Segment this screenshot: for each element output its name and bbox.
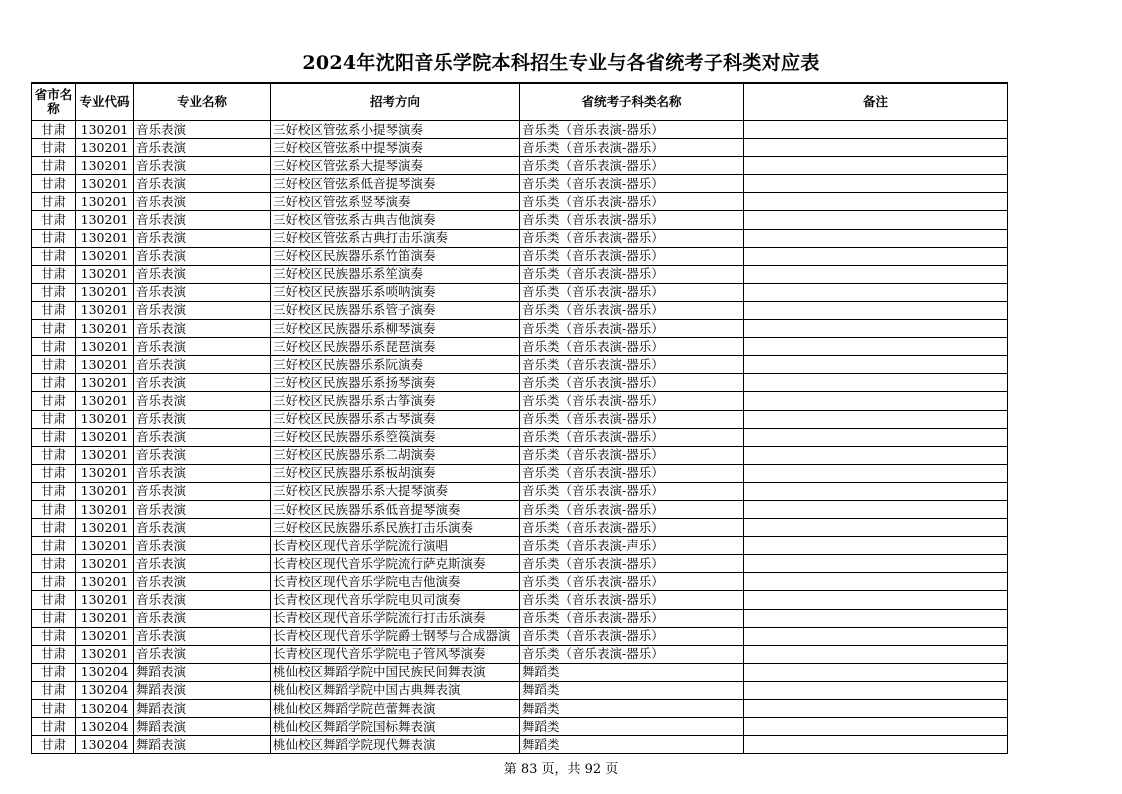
cell-note <box>744 482 1008 500</box>
cell-code: 130201 <box>76 356 134 374</box>
cell-code: 130201 <box>76 121 134 139</box>
cell-category: 音乐类（音乐表演-器乐） <box>520 193 744 211</box>
table-row <box>32 555 1008 573</box>
header-province: 省市名称 <box>32 83 76 121</box>
cell-province: 甘肃 <box>32 645 76 663</box>
table-header <box>32 83 1008 121</box>
table-row <box>32 573 1008 591</box>
cell-code: 130204 <box>76 681 134 699</box>
cell-direction: 三好校区管弦系低音提琴演奏 <box>271 175 520 193</box>
cell-direction: 三好校区管弦系古典打击乐演奏 <box>271 229 520 247</box>
table-row <box>32 265 1008 283</box>
cell-code: 130201 <box>76 320 134 338</box>
cell-category: 音乐类（音乐表演-器乐） <box>520 464 744 482</box>
cell-major: 音乐表演 <box>134 500 271 518</box>
cell-major: 音乐表演 <box>134 410 271 428</box>
cell-note <box>744 573 1008 591</box>
cell-major: 音乐表演 <box>134 121 271 139</box>
cell-note <box>744 121 1008 139</box>
cell-province: 甘肃 <box>32 736 76 754</box>
cell-code: 130201 <box>76 591 134 609</box>
cell-province: 甘肃 <box>32 537 76 555</box>
cell-direction: 三好校区民族器乐系柳琴演奏 <box>271 320 520 338</box>
cell-province: 甘肃 <box>32 139 76 157</box>
cell-direction: 三好校区管弦系小提琴演奏 <box>271 121 520 139</box>
cell-code: 130201 <box>76 193 134 211</box>
cell-major: 音乐表演 <box>134 464 271 482</box>
cell-code: 130204 <box>76 736 134 754</box>
cell-major: 音乐表演 <box>134 283 271 301</box>
cell-note <box>744 247 1008 265</box>
cell-category: 舞蹈类 <box>520 663 744 681</box>
cell-category: 音乐类（音乐表演-器乐） <box>520 519 744 537</box>
cell-note <box>744 374 1008 392</box>
cell-code: 130204 <box>76 700 134 718</box>
cell-province: 甘肃 <box>32 482 76 500</box>
cell-direction: 三好校区管弦系中提琴演奏 <box>271 139 520 157</box>
cell-direction: 长青校区现代音乐学院电吉他演奏 <box>271 573 520 591</box>
cell-major: 舞蹈表演 <box>134 718 271 736</box>
page-title: 2024年沈阳音乐学院本科招生专业与各省统考子科类对应表 <box>302 52 820 74</box>
cell-category: 音乐类（音乐表演-器乐） <box>520 320 744 338</box>
table-row <box>32 157 1008 175</box>
cell-note <box>744 229 1008 247</box>
table-row <box>32 392 1008 410</box>
table-row <box>32 663 1008 681</box>
cell-direction: 三好校区民族器乐系管子演奏 <box>271 301 520 319</box>
table-row <box>32 464 1008 482</box>
cell-note <box>744 519 1008 537</box>
header-code: 专业代码 <box>76 83 134 121</box>
cell-direction: 三好校区管弦系古典吉他演奏 <box>271 211 520 229</box>
table-row <box>32 301 1008 319</box>
cell-code: 130204 <box>76 663 134 681</box>
cell-major: 音乐表演 <box>134 229 271 247</box>
cell-province: 甘肃 <box>32 320 76 338</box>
cell-province: 甘肃 <box>32 609 76 627</box>
cell-province: 甘肃 <box>32 301 76 319</box>
cell-note <box>744 500 1008 518</box>
cell-province: 甘肃 <box>32 356 76 374</box>
cell-note <box>744 157 1008 175</box>
cell-province: 甘肃 <box>32 121 76 139</box>
cell-category: 音乐类（音乐表演-器乐） <box>520 482 744 500</box>
cell-direction: 长青校区现代音乐学院流行萨克斯演奏 <box>271 555 520 573</box>
cell-category: 音乐类（音乐表演-器乐） <box>520 229 744 247</box>
cell-category: 音乐类（音乐表演-器乐） <box>520 392 744 410</box>
cell-direction: 三好校区民族器乐系笙演奏 <box>271 265 520 283</box>
cell-major: 舞蹈表演 <box>134 663 271 681</box>
cell-code: 130201 <box>76 500 134 518</box>
cell-province: 甘肃 <box>32 392 76 410</box>
cell-province: 甘肃 <box>32 573 76 591</box>
cell-direction: 三好校区民族器乐系唢呐演奏 <box>271 283 520 301</box>
cell-direction: 长青校区现代音乐学院流行演唱 <box>271 537 520 555</box>
cell-direction: 三好校区民族器乐系二胡演奏 <box>271 446 520 464</box>
cell-code: 130201 <box>76 392 134 410</box>
cell-note <box>744 537 1008 555</box>
cell-major: 音乐表演 <box>134 139 271 157</box>
table-row <box>32 736 1008 754</box>
table-row <box>32 718 1008 736</box>
cell-major: 音乐表演 <box>134 573 271 591</box>
cell-province: 甘肃 <box>32 247 76 265</box>
cell-major: 音乐表演 <box>134 537 271 555</box>
cell-category: 音乐类（音乐表演-器乐） <box>520 338 744 356</box>
table-row <box>32 500 1008 518</box>
cell-code: 130201 <box>76 627 134 645</box>
cell-note <box>744 211 1008 229</box>
cell-major: 音乐表演 <box>134 356 271 374</box>
table-row <box>32 229 1008 247</box>
cell-major: 舞蹈表演 <box>134 700 271 718</box>
table-row <box>32 320 1008 338</box>
cell-note <box>744 283 1008 301</box>
cell-major: 音乐表演 <box>134 591 271 609</box>
cell-province: 甘肃 <box>32 700 76 718</box>
cell-category: 音乐类（音乐表演-器乐） <box>520 627 744 645</box>
cell-direction: 三好校区民族器乐系板胡演奏 <box>271 464 520 482</box>
cell-major: 音乐表演 <box>134 193 271 211</box>
cell-major: 音乐表演 <box>134 446 271 464</box>
cell-direction: 三好校区民族器乐系竹笛演奏 <box>271 247 520 265</box>
cell-note <box>744 645 1008 663</box>
table-row <box>32 211 1008 229</box>
cell-province: 甘肃 <box>32 157 76 175</box>
cell-category: 舞蹈类 <box>520 681 744 699</box>
cell-direction: 长青校区现代音乐学院电子管风琴演奏 <box>271 645 520 663</box>
table-row <box>32 175 1008 193</box>
cell-category: 音乐类（音乐表演-器乐） <box>520 573 744 591</box>
cell-code: 130201 <box>76 265 134 283</box>
cell-category: 音乐类（音乐表演-器乐） <box>520 211 744 229</box>
cell-code: 130201 <box>76 519 134 537</box>
cell-category: 音乐类（音乐表演-器乐） <box>520 157 744 175</box>
cell-code: 130201 <box>76 464 134 482</box>
cell-category: 舞蹈类 <box>520 700 744 718</box>
cell-note <box>744 301 1008 319</box>
cell-category: 音乐类（音乐表演-器乐） <box>520 175 744 193</box>
cell-province: 甘肃 <box>32 374 76 392</box>
cell-note <box>744 591 1008 609</box>
cell-code: 130201 <box>76 609 134 627</box>
cell-direction: 三好校区民族器乐系大提琴演奏 <box>271 482 520 500</box>
cell-note <box>744 464 1008 482</box>
cell-major: 音乐表演 <box>134 265 271 283</box>
cell-code: 130201 <box>76 338 134 356</box>
table-row <box>32 591 1008 609</box>
table-row <box>32 139 1008 157</box>
cell-code: 130201 <box>76 410 134 428</box>
cell-province: 甘肃 <box>32 193 76 211</box>
cell-province: 甘肃 <box>32 283 76 301</box>
cell-code: 130201 <box>76 482 134 500</box>
cell-direction: 三好校区民族器乐系箜篌演奏 <box>271 428 520 446</box>
cell-code: 130201 <box>76 301 134 319</box>
cell-note <box>744 663 1008 681</box>
cell-code: 130201 <box>76 555 134 573</box>
cell-major: 音乐表演 <box>134 555 271 573</box>
table-row <box>32 700 1008 718</box>
cell-direction: 桃仙校区舞蹈学院现代舞表演 <box>271 736 520 754</box>
cell-note <box>744 338 1008 356</box>
table-row <box>32 681 1008 699</box>
cell-direction: 长青校区现代音乐学院流行打击乐演奏 <box>271 609 520 627</box>
cell-note <box>744 392 1008 410</box>
cell-note <box>744 356 1008 374</box>
cell-province: 甘肃 <box>32 338 76 356</box>
cell-code: 130201 <box>76 645 134 663</box>
cell-province: 甘肃 <box>32 175 76 193</box>
cell-major: 音乐表演 <box>134 301 271 319</box>
header-note: 备注 <box>744 83 1008 121</box>
cell-direction: 桃仙校区舞蹈学院中国古典舞表演 <box>271 681 520 699</box>
cell-category: 音乐类（音乐表演-器乐） <box>520 591 744 609</box>
cell-province: 甘肃 <box>32 410 76 428</box>
cell-major: 音乐表演 <box>134 482 271 500</box>
cell-category: 音乐类（音乐表演-器乐） <box>520 645 744 663</box>
cell-province: 甘肃 <box>32 718 76 736</box>
cell-direction: 三好校区民族器乐系低音提琴演奏 <box>271 500 520 518</box>
cell-province: 甘肃 <box>32 428 76 446</box>
cell-major: 音乐表演 <box>134 320 271 338</box>
cell-code: 130201 <box>76 247 134 265</box>
cell-note <box>744 736 1008 754</box>
cell-major: 音乐表演 <box>134 519 271 537</box>
cell-province: 甘肃 <box>32 555 76 573</box>
cell-note <box>744 555 1008 573</box>
cell-direction: 长青校区现代音乐学院爵士钢琴与合成器演 <box>271 627 520 645</box>
cell-code: 130201 <box>76 229 134 247</box>
cell-direction: 三好校区民族器乐系阮演奏 <box>271 356 520 374</box>
cell-category: 舞蹈类 <box>520 736 744 754</box>
cell-province: 甘肃 <box>32 519 76 537</box>
cell-direction: 桃仙校区舞蹈学院国标舞表演 <box>271 718 520 736</box>
table-row <box>32 121 1008 139</box>
cell-direction: 三好校区民族器乐系扬琴演奏 <box>271 374 520 392</box>
cell-code: 130201 <box>76 374 134 392</box>
cell-direction: 三好校区管弦系大提琴演奏 <box>271 157 520 175</box>
table-row <box>32 446 1008 464</box>
cell-code: 130201 <box>76 211 134 229</box>
cell-category: 音乐类（音乐表演-器乐） <box>520 139 744 157</box>
cell-major: 音乐表演 <box>134 175 271 193</box>
cell-major: 音乐表演 <box>134 157 271 175</box>
cell-major: 音乐表演 <box>134 374 271 392</box>
table-row <box>32 247 1008 265</box>
table-row <box>32 410 1008 428</box>
cell-major: 舞蹈表演 <box>134 681 271 699</box>
cell-direction: 桃仙校区舞蹈学院中国民族民间舞表演 <box>271 663 520 681</box>
cell-category: 音乐类（音乐表演-器乐） <box>520 301 744 319</box>
cell-code: 130201 <box>76 175 134 193</box>
table-row <box>32 428 1008 446</box>
table-row <box>32 283 1008 301</box>
table-row <box>32 537 1008 555</box>
cell-code: 130201 <box>76 157 134 175</box>
cell-category: 音乐类（音乐表演-器乐） <box>520 428 744 446</box>
cell-note <box>744 410 1008 428</box>
cell-note <box>744 446 1008 464</box>
table-row <box>32 338 1008 356</box>
cell-direction: 三好校区民族器乐系琵琶演奏 <box>271 338 520 356</box>
cell-category: 音乐类（音乐表演-器乐） <box>520 446 744 464</box>
cell-province: 甘肃 <box>32 464 76 482</box>
cell-category: 音乐类（音乐表演-器乐） <box>520 500 744 518</box>
table-row <box>32 627 1008 645</box>
table-row <box>32 374 1008 392</box>
table-row <box>32 645 1008 663</box>
cell-note <box>744 681 1008 699</box>
cell-note <box>744 428 1008 446</box>
cell-note <box>744 193 1008 211</box>
cell-province: 甘肃 <box>32 663 76 681</box>
cell-code: 130201 <box>76 283 134 301</box>
cell-major: 音乐表演 <box>134 247 271 265</box>
cell-province: 甘肃 <box>32 591 76 609</box>
cell-province: 甘肃 <box>32 500 76 518</box>
cell-province: 甘肃 <box>32 265 76 283</box>
cell-province: 甘肃 <box>32 627 76 645</box>
cell-category: 音乐类（音乐表演-器乐） <box>520 121 744 139</box>
cell-note <box>744 320 1008 338</box>
cell-category: 音乐类（音乐表演-器乐） <box>520 374 744 392</box>
cell-category: 音乐类（音乐表演-器乐） <box>520 555 744 573</box>
cell-code: 130201 <box>76 446 134 464</box>
cell-code: 130201 <box>76 537 134 555</box>
header-direction: 招考方向 <box>271 83 520 121</box>
table-body <box>32 121 1008 754</box>
cell-category: 音乐类（音乐表演-器乐） <box>520 410 744 428</box>
cell-code: 130201 <box>76 573 134 591</box>
page-footer: 第 83 页，共 92 页 <box>503 762 619 777</box>
cell-code: 130201 <box>76 139 134 157</box>
table-row <box>32 193 1008 211</box>
header-major: 专业名称 <box>134 83 271 121</box>
cell-note <box>744 139 1008 157</box>
cell-note <box>744 718 1008 736</box>
table-row <box>32 482 1008 500</box>
table-row <box>32 356 1008 374</box>
cell-note <box>744 700 1008 718</box>
cell-category: 音乐类（音乐表演-声乐） <box>520 537 744 555</box>
cell-category: 音乐类（音乐表演-器乐） <box>520 283 744 301</box>
cell-category: 音乐类（音乐表演-器乐） <box>520 356 744 374</box>
cell-category: 舞蹈类 <box>520 718 744 736</box>
cell-province: 甘肃 <box>32 229 76 247</box>
cell-direction: 桃仙校区舞蹈学院芭蕾舞表演 <box>271 700 520 718</box>
cell-direction: 三好校区民族器乐系古筝演奏 <box>271 392 520 410</box>
cell-direction: 长青校区现代音乐学院电贝司演奏 <box>271 591 520 609</box>
cell-major: 音乐表演 <box>134 609 271 627</box>
admissions-table <box>31 82 1008 754</box>
cell-province: 甘肃 <box>32 211 76 229</box>
cell-note <box>744 627 1008 645</box>
cell-direction: 三好校区民族器乐系民族打击乐演奏 <box>271 519 520 537</box>
cell-major: 音乐表演 <box>134 211 271 229</box>
header-category: 省统考子科类名称 <box>520 83 744 121</box>
cell-note <box>744 175 1008 193</box>
cell-major: 舞蹈表演 <box>134 736 271 754</box>
cell-note <box>744 609 1008 627</box>
cell-province: 甘肃 <box>32 681 76 699</box>
cell-code: 130204 <box>76 718 134 736</box>
cell-major: 音乐表演 <box>134 338 271 356</box>
table-row <box>32 519 1008 537</box>
table-row <box>32 609 1008 627</box>
cell-major: 音乐表演 <box>134 428 271 446</box>
cell-province: 甘肃 <box>32 446 76 464</box>
cell-major: 音乐表演 <box>134 627 271 645</box>
cell-category: 音乐类（音乐表演-器乐） <box>520 247 744 265</box>
cell-code: 130201 <box>76 428 134 446</box>
cell-direction: 三好校区管弦系竖琴演奏 <box>271 193 520 211</box>
cell-note <box>744 265 1008 283</box>
cell-major: 音乐表演 <box>134 645 271 663</box>
cell-major: 音乐表演 <box>134 392 271 410</box>
cell-category: 音乐类（音乐表演-器乐） <box>520 609 744 627</box>
cell-direction: 三好校区民族器乐系古琴演奏 <box>271 410 520 428</box>
cell-category: 音乐类（音乐表演-器乐） <box>520 265 744 283</box>
